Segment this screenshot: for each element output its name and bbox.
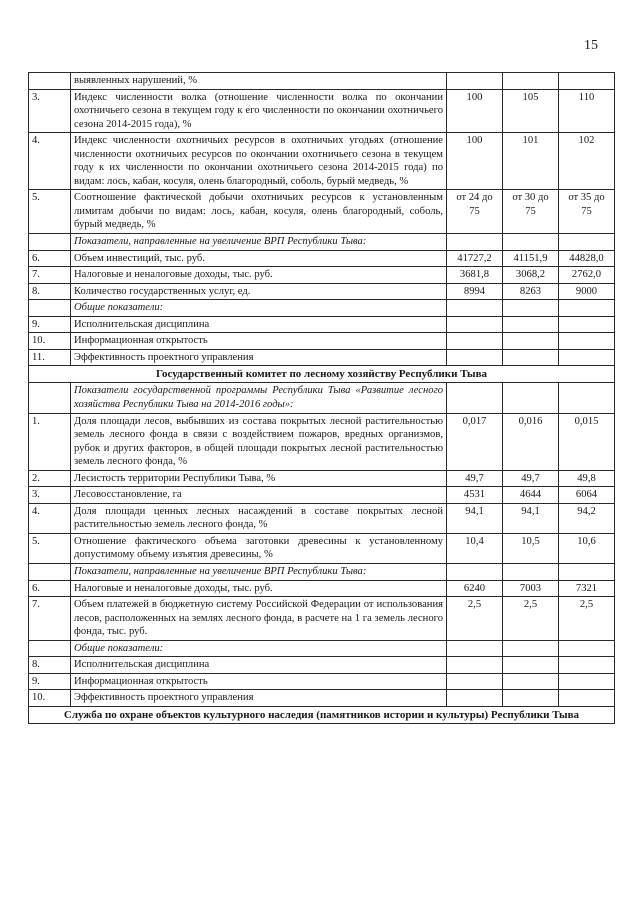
value-cell: 94,2 — [559, 503, 615, 533]
value-cell — [447, 640, 503, 657]
indicator-name: Исполнительская дисциплина — [71, 316, 447, 333]
subheading-row — [29, 234, 615, 251]
value-cell — [447, 673, 503, 690]
value-cell — [447, 333, 503, 350]
value-cell: от 24 до 75 — [447, 190, 503, 234]
value-cell: 9000 — [559, 283, 615, 300]
table-row — [29, 597, 615, 641]
value-cell: 41151,9 — [503, 250, 559, 267]
value-cell: 94,1 — [503, 503, 559, 533]
row-number: 9. — [29, 673, 71, 690]
value-cell: 0,016 — [503, 413, 559, 470]
value-cell — [503, 673, 559, 690]
value-cell: 4644 — [503, 487, 559, 504]
value-cell: 8263 — [503, 283, 559, 300]
subheading-row — [29, 300, 615, 317]
indicator-name: Эффективность проектного управления — [71, 349, 447, 366]
indicator-name: Соотношение фактической добычи охотничьих ресурсов к установленным лимитам добычи по видам: лось, кабан, косуля, олень благородный, соболь, бурый медведь, % — [71, 190, 447, 234]
value-cell: 3681,8 — [447, 267, 503, 284]
table-row — [29, 133, 615, 190]
row-number — [29, 383, 71, 413]
value-cell: 2,5 — [559, 597, 615, 641]
value-cell — [447, 564, 503, 581]
indicator-name: Исполнительская дисциплина — [71, 657, 447, 674]
row-number: 10. — [29, 690, 71, 707]
value-cell — [447, 300, 503, 317]
row-number: 4. — [29, 503, 71, 533]
value-cell — [559, 73, 615, 90]
table-row — [29, 89, 615, 133]
indicator-name: Индекс численности волка (отношение численности волка по окончании охотничьего сезона в текущем году к его численности по окончании охотничьего сезона 2014-2015 года), % — [71, 89, 447, 133]
indicator-name: Лесовосстановление, га — [71, 487, 447, 504]
value-cell: 0,015 — [559, 413, 615, 470]
table-row — [29, 673, 615, 690]
indicator-name: выявленных нарушений, % — [71, 73, 447, 90]
value-cell — [559, 640, 615, 657]
value-cell: 7003 — [503, 580, 559, 597]
value-cell — [503, 564, 559, 581]
value-cell — [503, 316, 559, 333]
value-cell — [503, 73, 559, 90]
value-cell — [559, 657, 615, 674]
value-cell — [447, 657, 503, 674]
subheading-row — [29, 564, 615, 581]
value-cell — [503, 349, 559, 366]
table-row — [29, 487, 615, 504]
table-row — [29, 580, 615, 597]
value-cell: 2,5 — [503, 597, 559, 641]
row-number: 8. — [29, 283, 71, 300]
table-row — [29, 333, 615, 350]
table-row — [29, 503, 615, 533]
indicators-table — [28, 72, 615, 724]
value-cell — [559, 564, 615, 581]
indicator-name: Информационная открытость — [71, 333, 447, 350]
row-number: 7. — [29, 267, 71, 284]
value-cell: 94,1 — [447, 503, 503, 533]
row-number: 5. — [29, 533, 71, 563]
value-cell: 100 — [447, 133, 503, 190]
table-row — [29, 316, 615, 333]
row-number — [29, 640, 71, 657]
subheading-text: Показатели, направленные на увеличение ВРП Республики Тыва: — [71, 564, 447, 581]
row-number — [29, 564, 71, 581]
value-cell — [447, 234, 503, 251]
row-number: 5. — [29, 190, 71, 234]
value-cell — [503, 383, 559, 413]
row-number — [29, 234, 71, 251]
table-row — [29, 470, 615, 487]
value-cell: 102 — [559, 133, 615, 190]
table-row — [29, 690, 615, 707]
value-cell: 4531 — [447, 487, 503, 504]
section-header-row — [29, 366, 615, 383]
row-number: 10. — [29, 333, 71, 350]
indicator-name: Количество государственных услуг, ед. — [71, 283, 447, 300]
row-number: 4. — [29, 133, 71, 190]
value-cell — [559, 673, 615, 690]
value-cell — [447, 316, 503, 333]
table-row — [29, 533, 615, 563]
row-number: 1. — [29, 413, 71, 470]
table-row — [29, 657, 615, 674]
indicator-name: Индекс численности охотничьих ресурсов в охотничьих угодьях (отношение численности охотничьих ресурсов по окончании охотничьего сезона в текущем году к их численности по окончании охотничьего сезона 2014-2015 года) по видам: лось, кабан, косуля, олень благородный, соболь, бурый медведь, % — [71, 133, 447, 190]
table-row — [29, 267, 615, 284]
subheading-row — [29, 383, 615, 413]
page-number: 15 — [584, 38, 598, 53]
indicator-name: Доля площади лесов, выбывших из состава покрытых лесной растительностью земель лесного фонда в связи с воздействием пожаров, вредных организмов, рубок и других факторов, в общей площади покрытых лесной растительностью земель лесного фонда, % — [71, 413, 447, 470]
value-cell: 7321 — [559, 580, 615, 597]
value-cell — [447, 383, 503, 413]
value-cell: 8994 — [447, 283, 503, 300]
value-cell — [559, 333, 615, 350]
value-cell — [559, 300, 615, 317]
row-number: 8. — [29, 657, 71, 674]
section-header-row — [29, 706, 615, 723]
value-cell: 10,6 — [559, 533, 615, 563]
table-row — [29, 190, 615, 234]
value-cell: 3068,2 — [503, 267, 559, 284]
value-cell: 49,7 — [503, 470, 559, 487]
value-cell: от 30 до 75 — [503, 190, 559, 234]
value-cell: 10,4 — [447, 533, 503, 563]
value-cell — [559, 349, 615, 366]
value-cell: 100 — [447, 89, 503, 133]
value-cell: 110 — [559, 89, 615, 133]
row-number: 11. — [29, 349, 71, 366]
indicator-name: Лесистость территории Республики Тыва, % — [71, 470, 447, 487]
value-cell — [559, 690, 615, 707]
indicator-name: Объем инвестиций, тыс. руб. — [71, 250, 447, 267]
row-number: 9. — [29, 316, 71, 333]
value-cell — [559, 316, 615, 333]
value-cell: 49,7 — [447, 470, 503, 487]
value-cell: 41727,2 — [447, 250, 503, 267]
table-row — [29, 250, 615, 267]
value-cell: 2,5 — [447, 597, 503, 641]
row-number: 3. — [29, 89, 71, 133]
indicator-name: Доля площади ценных лесных насаждений в составе покрытых лесной растительностью земель лесного фонда, % — [71, 503, 447, 533]
value-cell — [503, 333, 559, 350]
table-row — [29, 413, 615, 470]
value-cell: 6064 — [559, 487, 615, 504]
row-number: 6. — [29, 250, 71, 267]
row-number — [29, 300, 71, 317]
indicator-name: Налоговые и неналоговые доходы, тыс. руб. — [71, 267, 447, 284]
value-cell: 49,8 — [559, 470, 615, 487]
indicator-name: Отношение фактического объема заготовки древесины к установленному допустимому объему изъятия древесины, % — [71, 533, 447, 563]
section-title: Государственный комитет по лесному хозяйству Республики Тыва — [29, 366, 615, 383]
value-cell: 101 — [503, 133, 559, 190]
subheading-text: Общие показатели: — [71, 300, 447, 317]
value-cell — [503, 300, 559, 317]
row-number: 2. — [29, 470, 71, 487]
section-title: Служба по охране объектов культурного наследия (памятников истории и культуры) Республики Тыва — [29, 706, 615, 723]
row-number: 3. — [29, 487, 71, 504]
value-cell — [503, 234, 559, 251]
value-cell — [559, 234, 615, 251]
value-cell — [447, 690, 503, 707]
value-cell: 105 — [503, 89, 559, 133]
table-row — [29, 349, 615, 366]
indicator-name: Объем платежей в бюджетную систему Российской Федерации от использования лесов, расположенных на землях лесного фонда, в расчете на 1 га земель лесного фонда, тыс. руб. — [71, 597, 447, 641]
subheading-text: Показатели, направленные на увеличение ВРП Республики Тыва: — [71, 234, 447, 251]
value-cell: 2762,0 — [559, 267, 615, 284]
value-cell — [503, 640, 559, 657]
indicator-name: Налоговые и неналоговые доходы, тыс. руб. — [71, 580, 447, 597]
value-cell — [559, 383, 615, 413]
indicator-name: Эффективность проектного управления — [71, 690, 447, 707]
subheading-text: Показатели государственной программы Республики Тыва «Развитие лесного хозяйства Республики Тыва на 2014-2016 годы»: — [71, 383, 447, 413]
table-row — [29, 283, 615, 300]
indicator-name: Информационная открытость — [71, 673, 447, 690]
subheading-text: Общие показатели: — [71, 640, 447, 657]
row-number — [29, 73, 71, 90]
value-cell — [503, 690, 559, 707]
value-cell: 0,017 — [447, 413, 503, 470]
row-number: 7. — [29, 597, 71, 641]
value-cell — [447, 349, 503, 366]
value-cell: 10,5 — [503, 533, 559, 563]
table-row — [29, 73, 615, 90]
value-cell — [503, 657, 559, 674]
value-cell: 44828,0 — [559, 250, 615, 267]
value-cell: от 35 до 75 — [559, 190, 615, 234]
value-cell — [447, 73, 503, 90]
row-number: 6. — [29, 580, 71, 597]
value-cell: 6240 — [447, 580, 503, 597]
subheading-row — [29, 640, 615, 657]
